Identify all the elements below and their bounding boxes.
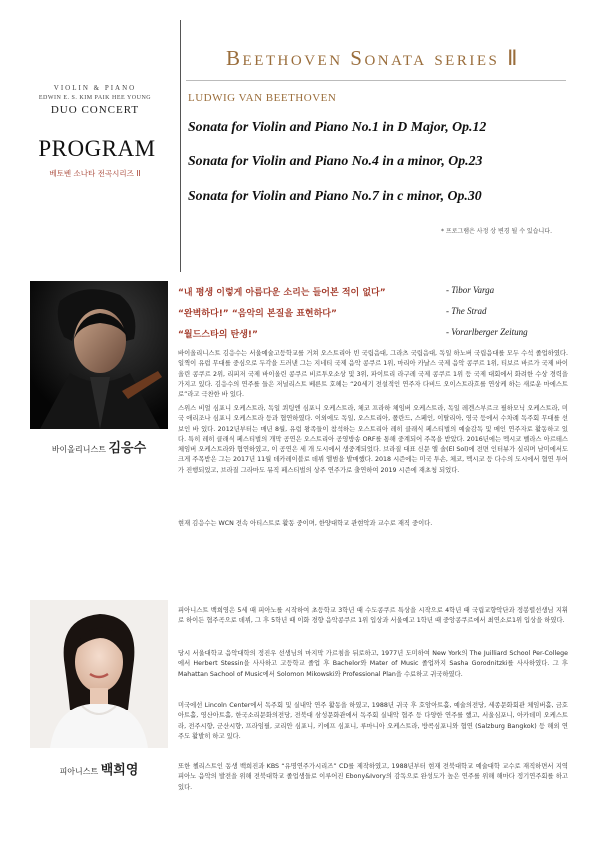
quote-2-text: “완벽하다!” “음악의 본질을 표현하다”: [178, 309, 337, 319]
header-performer-names: EDWIN E. S. KIM PAIK HEE YOUNG: [38, 95, 152, 101]
pianist-caption: [30, 759, 168, 778]
pianist-portrait-illustration: [30, 600, 168, 748]
sonata-item-2: Sonata for Violin and Piano No.4 in a minor, Op.23: [188, 153, 483, 168]
sonata-item-3: Sonata for Violin and Piano No.7 in c minor, Op.30: [188, 188, 482, 203]
composer-name: LUDWIG VAN BEETHOVEN: [188, 92, 337, 104]
quote-1-source: - Tibor Varga: [446, 285, 495, 295]
pianist-bio-paragraph-2: 당시 서울대학교 음악대학의 정진우 선생님의 마지막 가르침을 뒤로하고, 1977년 도미하여 New York의 The Juilliard School Per-College에서 Herbert Stessin을 사사하고 고등학교 졸업 후 Bachelor와 Mater of Music 졸업까지 Sasha Gorodnitzki를 사사하였다. 그 후 Mahattan Sachool of Music에서 Solomon Mikowski와 Professional Plan을 수료하고 귀국하였다.: [178, 650, 568, 678]
violinist-bio-paragraph-3: 현재 김응수는 WCN 전속 아티스트로 활동 중이며, 한양대학교 관현악과 교수로 재직 중이다.: [178, 520, 433, 527]
quote-2: [178, 306, 568, 319]
quote-3-text: “월드스타의 탄생!”: [178, 330, 258, 340]
series-title: Beethoven Sonata series Ⅱ: [226, 46, 520, 70]
vertical-divider: [180, 20, 181, 272]
quote-3: [178, 327, 568, 340]
pianist-role: 피아니스트: [59, 767, 99, 776]
header-duo-concert: DUO CONCERT: [50, 104, 140, 116]
pianist-bio-paragraph-3: 미국에선 Lincoln Center에서 독주회 및 실내악 연주 활동을 하였고, 1988년 귀국 후 호암아트홀, 예술의전당, 세종문화회관 체임버홀, 금호아트홀, 영산아트홀, 한국소리문화의전당, 전북대 삼성문화관에서 독주회 실내악 협주 등 다양한 연주를 했고, 서울심포니, 아카데미 오케스트라, 전주시향, 군산시향, 프라임필, 코리안 심포니, 키에프 심포니, 루마니아 오케스트라, 방콕심포니와 협연 (Salzburg Bangkok) 등 해외 연주도 활발히 하고 있다.: [178, 702, 568, 740]
program-change-note: * 프로그램은 사정 상 변경 될 수 있습니다.: [441, 228, 552, 235]
quote-1-text: “내 평생 이렇게 아름다운 소리는 들어본 적이 없다”: [178, 288, 386, 298]
violinist-bio-paragraph-2: 스위스 비얼 심포니 오케스트라, 독일 쾨팅엔 심포니 오케스트라, 체코 프라하 체임버 오케스트라, 독일 레겐스부르크 필하모닉 오케스트라, 미국 애리조나 심포니 오케스트라 등과 협연하였다. 이외에도 독일, 오스트리아, 폴란드, 스페인, 이탈리아, 영국 등에서 수차례 독주회 무대를 선보인 바 있다. 2012년부터는 매년 8월, 유럽 왕족들이 참석하는 오스트리아 레히 클래식 페스티벌의 예술감독 및 메인 연주자로 활동하고 있다. 특히 레히 클래식 페스티벌의 개막 공연은 오스트리아 공영방송 ORF를 통해 중계되어 주목을 받았다. 2016년에는 멕시코 벨라스 아르테스 체임버 오케스트라와 협연하였고, 이 공연은 세 개 도시에서 생중계되었다. 브라질 대표 신문 엘 솔(El Sol)에 전면 인터뷰가 실리며 남미에서도 크게 주목받은 그는 2017년 11월 데카레이블로 데뷔 앨범을 발매했다. 2018 시즌에는 미국 투손, 체코, 멕시코 등 다수의 도시에서 협연 투어가 진행되었고, 브라질 그라마도 뮤직 페스티벌의 상주 연주가로 출연하여 2019 시즌에 재초청 되었다.: [178, 405, 568, 474]
pianist-bio-paragraph-4: 또한 첼리스트인 동생 백희진과 KBS “유명연주가시리즈” CD를 제작하였고, 1988년부터 현재 전북대학교 예술대학 교수로 재직하면서 지역 피아노 음악의 발전을 위해 전북대학교 졸업생들로 이루어진 Ebony&Ivory의 감독으로 완성도가 높은 연주를 위해 해마다 정기연주회를 하고 있다.: [178, 763, 568, 791]
quote-2-source: - The Strad: [446, 306, 487, 316]
violinist-portrait-illustration: [30, 281, 168, 429]
title-rule: [186, 80, 566, 81]
sonata-item-1: Sonata for Violin and Piano No.1 in D Major, Op.12: [188, 119, 487, 134]
header-violin-piano: VIOLIN & PIANO: [53, 84, 137, 92]
pianist-photo: [30, 600, 168, 748]
pianist-name: 백희영: [100, 763, 139, 778]
violinist-photo: [30, 281, 168, 429]
program-heading: PROGRAM: [38, 136, 156, 161]
quote-1: [178, 285, 568, 298]
violinist-name: 김응수: [108, 441, 147, 456]
violinist-role: 바이올리니스트: [51, 445, 106, 454]
violinist-caption: [30, 437, 168, 456]
quote-3-source: - Vorarlberger Zeitung: [446, 327, 528, 337]
pianist-bio-paragraph-1: 피아니스트 백희영은 5세 때 피아노를 시작하여 초등학교 3학년 때 수도콩쿠르 특상을 시작으로 4학년 때 국립교향악단과 정봉렬선생님 지휘로 하이든 협주곡으로 데뷔, 그 후 5학년 때 이화 경향 음악콩쿠르 1위 입상과 서울예고 1학년 때 중앙콩쿠르에서 최연소로1위 입상을 하였다.: [178, 607, 568, 625]
korean-series-title: 베토벤 소나타 전곡시리즈 II: [49, 169, 141, 178]
violinist-bio-paragraph-1: 바이올리니스트 김응수는 서울예술고등학교를 거쳐 오스트리아 빈 국립음대, 그라츠 국립음대, 독일 하노버 국립음대를 모두 수석 졸업하였다. 일찍이 유럽 무대를 중심으로 두각을 드러낸 그는 지네티 국제 음악 콩쿠르 1위, 마리아 카날스 국제 음악 콩쿠르 1위, 티보르 바르가 국제 바이올린 콩쿠르 2위, 리피저 국제 바이올린 콩쿠르 비르투오소상 및 3위, 파이트리 라구레 국제 콩쿠르 1위 등 국제 대회에서 화려한 수상 경력을 가지고 있다. 김응수의 연주를 들은 저널리스트 베른트 호헤는 “20세기 전설적인 연주자 다비드 오이스트라흐를 연상케 하는 새로운 마에스트로”라고 극찬한 바 있다.: [178, 350, 568, 399]
